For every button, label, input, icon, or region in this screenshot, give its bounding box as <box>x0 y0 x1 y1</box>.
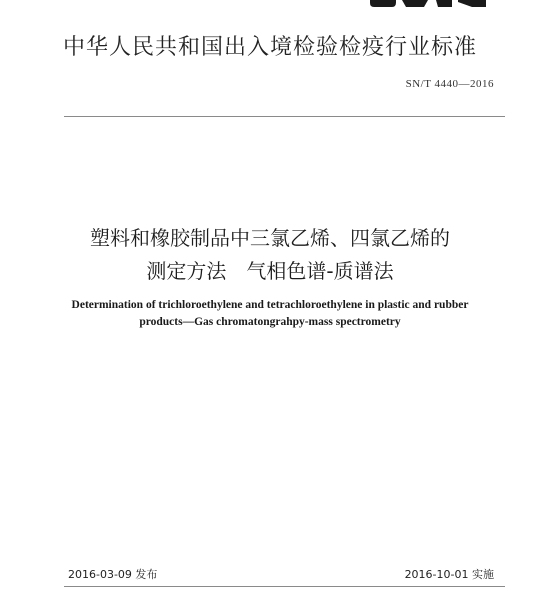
chinese-title-line-1: 塑料和橡胶制品中三氯乙烯、四氯乙烯的 <box>90 226 450 250</box>
standard-number: SN/T 4440—2016 <box>405 78 494 90</box>
english-title-line-2: products—Gas chromatongrahpy-mass spectrometry <box>139 316 401 328</box>
chinese-title-line-2: 测定方法 气相色谱-质谱法 <box>146 259 394 283</box>
issuing-organization: 中华人民共和国出入境检验检疫行业标准 <box>62 35 477 60</box>
header-divider <box>64 116 505 117</box>
sn-logo-icon <box>368 0 490 8</box>
issue-date: 2016-03-09 发布 <box>68 568 158 581</box>
implementation-date: 2016-10-01 实施 <box>404 568 494 581</box>
english-title-line-1: Determination of trichloroethylene and tetrachloroethylene in plastic and rubber <box>71 299 469 311</box>
english-title <box>0 297 540 331</box>
footer-divider <box>64 586 505 587</box>
chinese-title <box>0 222 540 288</box>
